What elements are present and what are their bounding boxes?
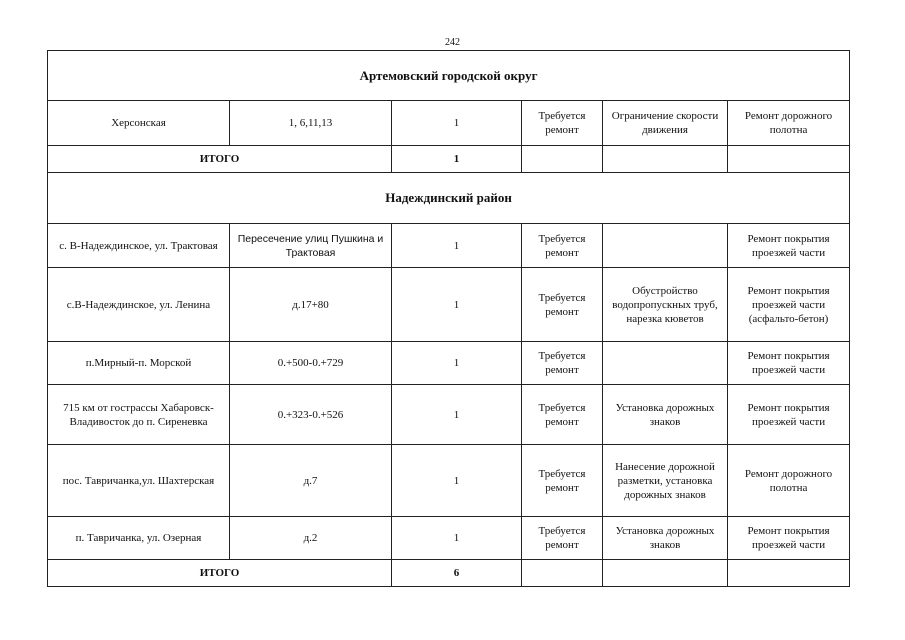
count-cell: 1: [392, 517, 522, 560]
table-row: [48, 342, 850, 385]
road-repair-table: [47, 50, 850, 587]
street-name-cell: п. Тавричанка, ул. Озерная: [48, 517, 230, 560]
measures-cell: Установка дорожных знаков: [603, 385, 728, 445]
table-row: [48, 385, 850, 445]
work-cell: Ремонт покрытия проезжей части: [728, 517, 850, 560]
section-title: Надеждинский район: [48, 173, 850, 224]
work-cell: Ремонт покрытия проезжей части: [728, 224, 850, 268]
work-cell: Ремонт дорожного полотна: [728, 445, 850, 517]
measures-cell: [603, 342, 728, 385]
work-cell: Ремонт покрытия проезжей части (асфальто-бетон): [728, 268, 850, 342]
total-value: 6: [392, 560, 522, 587]
section-header-row: [48, 51, 850, 101]
table-row: [48, 445, 850, 517]
table-row: [48, 101, 850, 146]
work-cell: Ремонт дорожного полотна: [728, 101, 850, 146]
measures-cell: Нанесение дорожной разметки, установка дорожных знаков: [603, 445, 728, 517]
status-cell: Требуется ремонт: [522, 101, 603, 146]
street-name-cell: с. В-Надеждинское, ул. Трактовая: [48, 224, 230, 268]
work-cell: Ремонт покрытия проезжей части: [728, 342, 850, 385]
street-name-cell: пос. Тавричанка,ул. Шахтерская: [48, 445, 230, 517]
total-row: [48, 560, 850, 587]
measures-cell: Ограничение скорости движения: [603, 101, 728, 146]
street-name-cell: с.В-Надеждинское, ул. Ленина: [48, 268, 230, 342]
count-cell: 1: [392, 445, 522, 517]
total-row: [48, 146, 850, 173]
measures-cell: [603, 224, 728, 268]
count-cell: 1: [392, 224, 522, 268]
total-value: 1: [392, 146, 522, 173]
total-label: ИТОГО: [48, 146, 392, 173]
street-name-cell: 715 км от гострассы Хабаровск-Владивосток до п. Сиреневка: [48, 385, 230, 445]
work-cell: Ремонт покрытия проезжей части: [728, 385, 850, 445]
street-name-cell: Херсонская: [48, 101, 230, 146]
section-title: Артемовский городской округ: [48, 51, 850, 101]
section-header-row: [48, 173, 850, 224]
count-cell: 1: [392, 101, 522, 146]
measures-cell: Обустройство водопропускных труб, нарезка кюветов: [603, 268, 728, 342]
measures-cell: Установка дорожных знаков: [603, 517, 728, 560]
total-label: ИТОГО: [48, 560, 392, 587]
table-row: [48, 517, 850, 560]
location-cell: 0.+500-0.+729: [230, 342, 392, 385]
count-cell: 1: [392, 342, 522, 385]
count-cell: 1: [392, 385, 522, 445]
location-cell: 0.+323-0.+526: [230, 385, 392, 445]
status-cell: Требуется ремонт: [522, 385, 603, 445]
status-cell: Требуется ремонт: [522, 445, 603, 517]
table-row: [48, 224, 850, 268]
location-cell: д.17+80: [230, 268, 392, 342]
status-cell: Требуется ремонт: [522, 268, 603, 342]
location-cell: Пересечение улиц Пушкина и Трактовая: [230, 224, 392, 268]
status-cell: Требуется ремонт: [522, 517, 603, 560]
location-cell: д.7: [230, 445, 392, 517]
location-cell: д.2: [230, 517, 392, 560]
page-number: 242: [445, 37, 460, 48]
status-cell: Требуется ремонт: [522, 342, 603, 385]
street-name-cell: п.Мирный-п. Морской: [48, 342, 230, 385]
count-cell: 1: [392, 268, 522, 342]
location-cell: 1, 6,11,13: [230, 101, 392, 146]
status-cell: Требуется ремонт: [522, 224, 603, 268]
table-row: [48, 268, 850, 342]
